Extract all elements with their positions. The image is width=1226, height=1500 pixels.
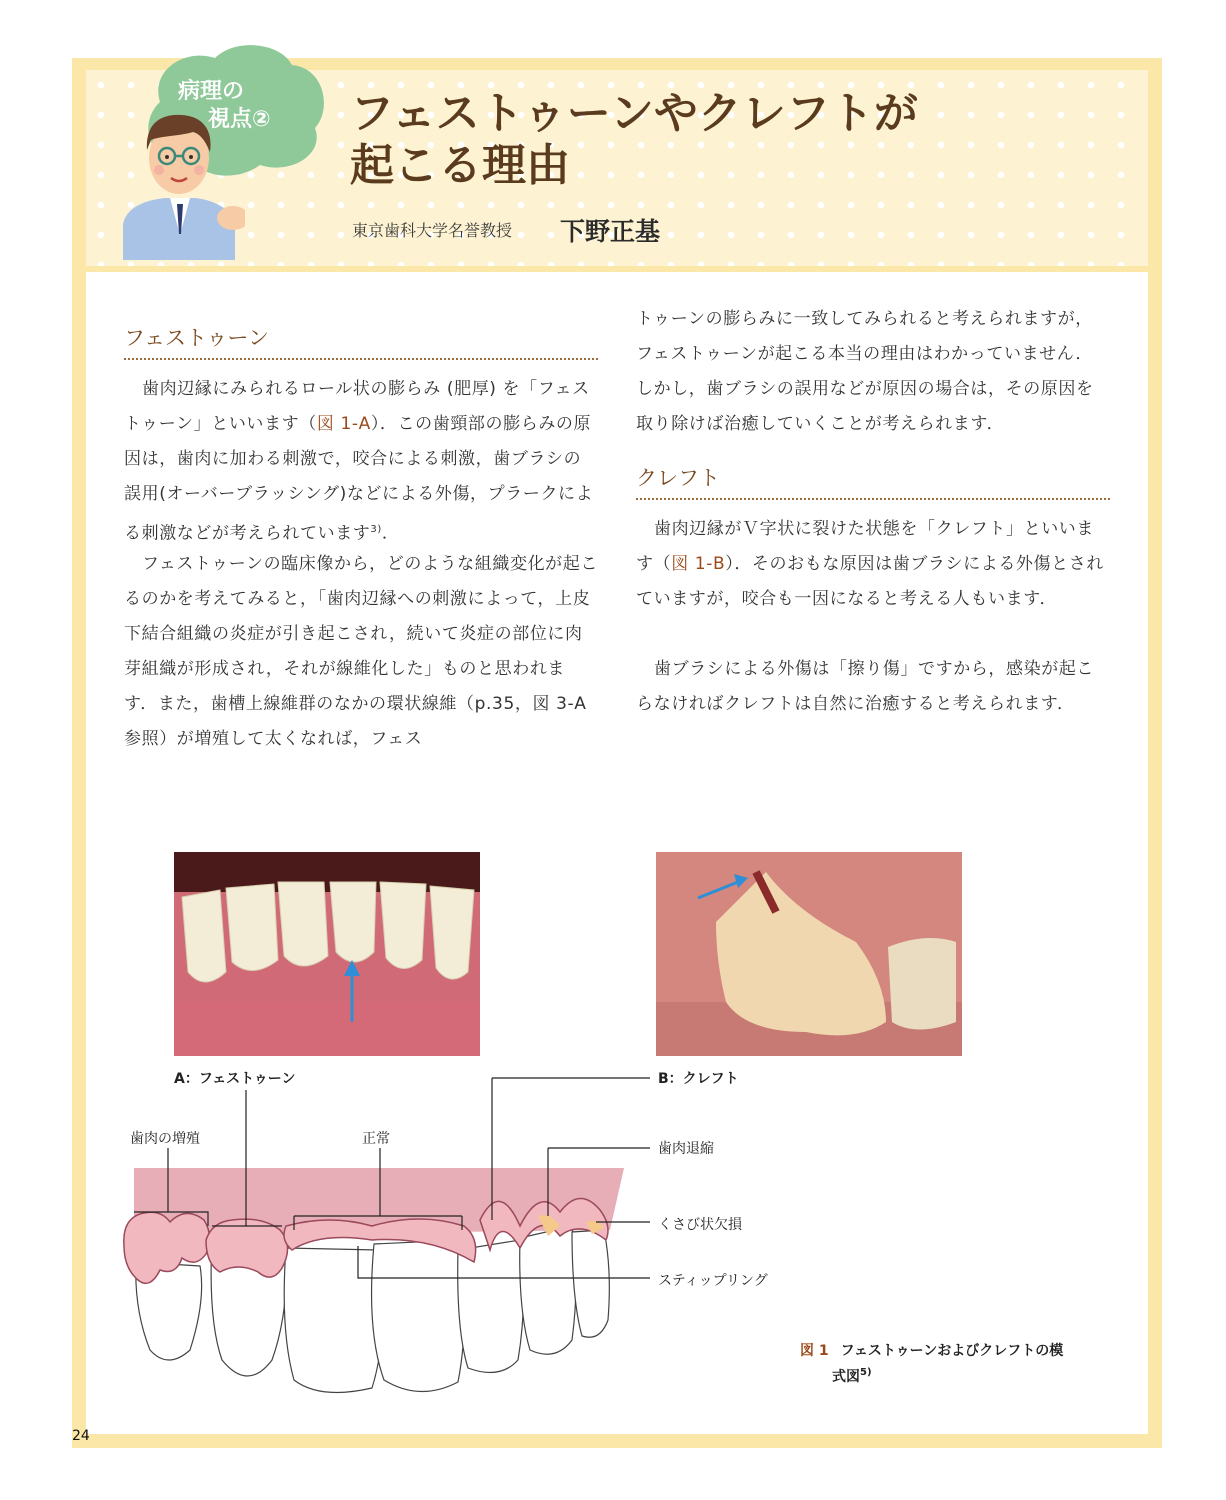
caption-text-line-1: フェストゥーンおよびクレフトの模	[840, 1343, 1064, 1359]
festoon-paragraph-1	[124, 372, 598, 552]
cleft-p1-text-b: ）．そのおもな原因は歯ブラシによる外傷とされていますが，咬合も一因になると考える人もいます．	[636, 554, 1104, 609]
citation-5: 5)	[860, 1367, 872, 1378]
cleft-p1-text-a: 歯肉辺縁がＶ字状に裂けた状態を「クレフト」といいます（	[636, 519, 1094, 574]
festoon-paragraph-2: フェストゥーンの臨床像から，どのような組織変化が起こるのかを考えてみると，「歯肉辺縁への刺激によって，上皮下結合組織の炎症が引き起こされ，続いて炎症の部位に肉芽組織が形成され，それが線維化した」ものと思われます．また，歯槽上線維群のなかの環状線維（p.35，図 3-A 参照）が増殖して太くなれば，フェス	[124, 554, 598, 749]
festoon-paragraph-cont: トゥーンの膨らみに一致してみられると考えられますが，フェストゥーンが起こる本当の理由はわかっていません．しかし，歯ブラシの誤用などが原因の場合は，その原因を取り除けば治癒していくことが考えられます．	[636, 309, 1094, 434]
citation-3: 3)	[370, 524, 382, 535]
page-title	[350, 88, 1070, 192]
caption-text-line-2: 式図	[832, 1368, 860, 1385]
author-affiliation: 東京歯科大学名誉教授	[352, 221, 513, 240]
figure-label-a: A：フェストゥーン	[174, 1071, 296, 1087]
bubble-line-2: 視点②	[208, 107, 271, 132]
festoon-p1-text-c: ．	[381, 523, 400, 544]
cleft-paragraph-2: 歯ブラシによる外傷は「擦り傷」ですから，感染が起こらなければクレフトは自然に治癒すると考えられます．	[636, 659, 1094, 714]
bubble-line-1: 病理の	[178, 79, 245, 104]
cleft-paragraph-1	[636, 512, 1110, 617]
page-number: 24	[72, 1428, 90, 1444]
festoon-p1-text-b: ）．この歯頸部の膨らみの原因は，歯肉に加わる刺激で，咬合による刺激，歯ブラシの誤用(オーバーブラッシング)などによる外傷，プラークによる刺激などが考えられています	[124, 414, 594, 544]
professor-illustration-icon	[115, 100, 245, 260]
figure-label-b: B：クレフト	[658, 1071, 739, 1087]
figure-ref-1b[interactable]: 図 1-B	[671, 554, 726, 574]
cleft-heading: クレフト	[636, 462, 1110, 500]
figure-caption	[800, 1340, 1063, 1388]
label-gingival-recession: 歯肉退縮	[658, 1141, 714, 1157]
label-normal: 正常	[362, 1131, 390, 1147]
label-stippling: スティップリング	[658, 1273, 768, 1289]
caption-number: 図 1	[800, 1343, 829, 1359]
festoon-p1-text-a: 歯肉辺縁にみられるロール状の膨らみ (肥厚) を「フェストゥーン」といいます（	[124, 379, 590, 434]
title-line-1: フェストゥーンやクレフトが	[350, 88, 918, 139]
festoon-heading: フェストゥーン	[124, 322, 598, 360]
cleft-photo-icon	[656, 852, 962, 1056]
title-line-2: 起こる理由	[350, 140, 570, 191]
author-name: 下野正基	[560, 217, 661, 246]
figure-ref-1a[interactable]: 図 1-A	[316, 414, 371, 434]
label-wedge-defect: くさび状欠損	[658, 1217, 742, 1233]
label-gingival-proliferation: 歯肉の増殖	[130, 1131, 200, 1147]
festoon-photo-icon	[174, 852, 480, 1056]
